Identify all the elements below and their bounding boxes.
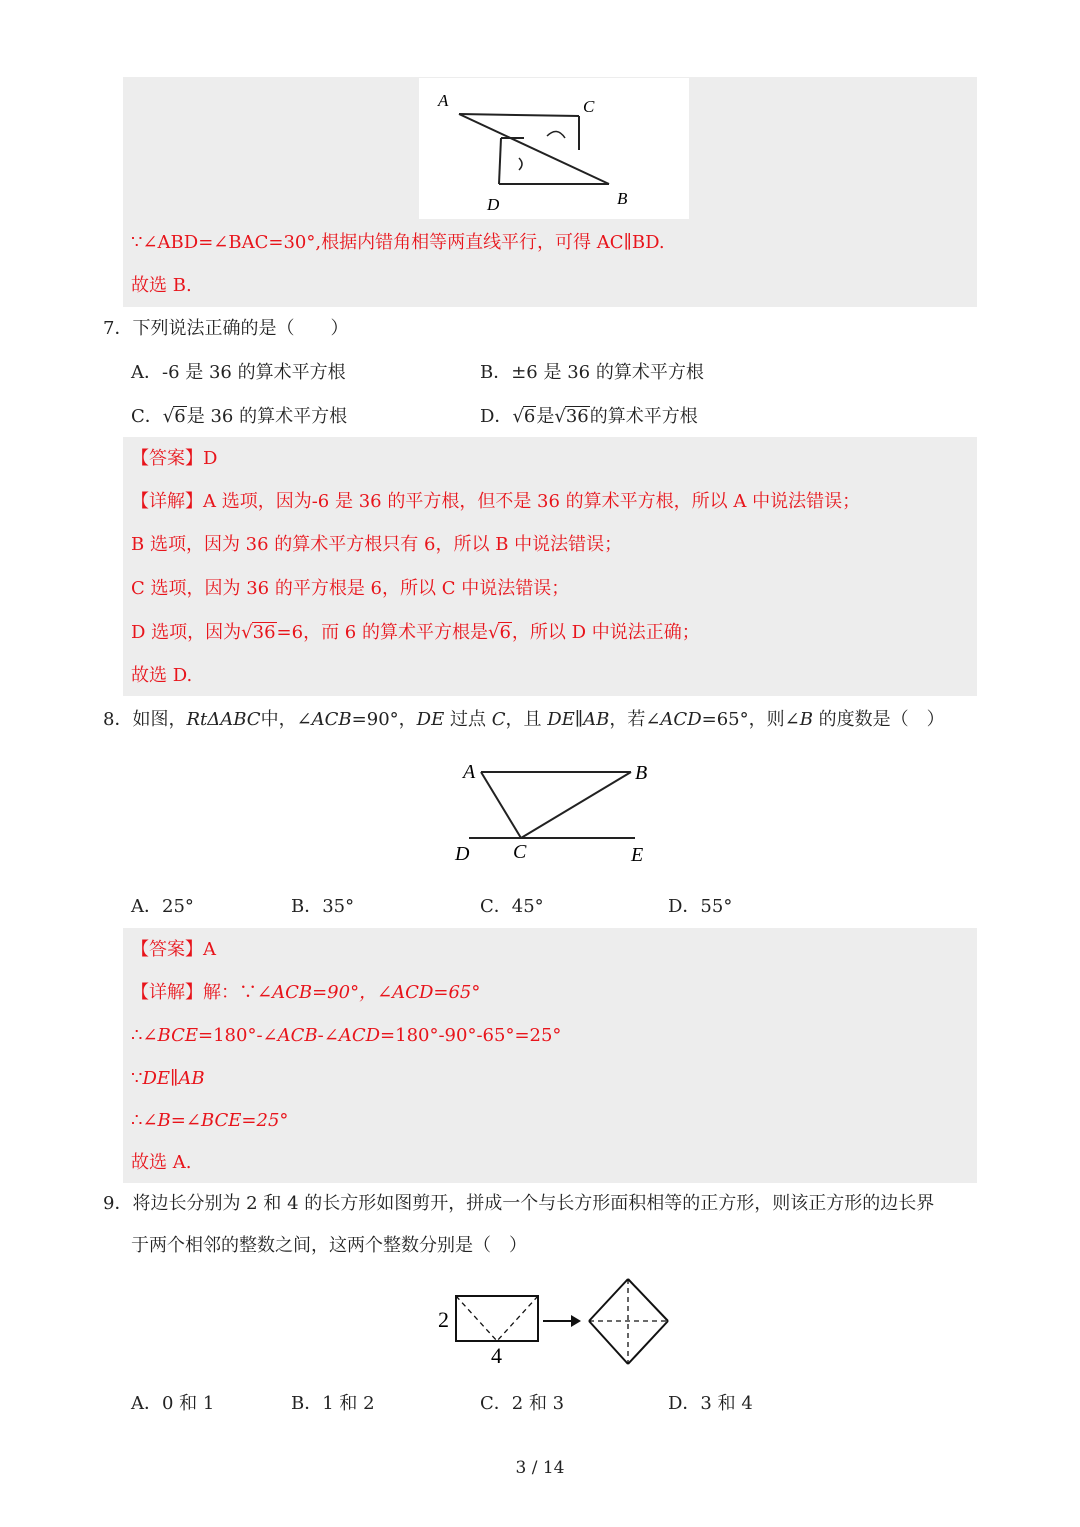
q9-fig-label-width: 2 [438,1307,449,1332]
q7-detail-1: 【详解】A 选项，因为-6 是 36 的平方根，但不是 36 的算术平方根，所以 A 中说法错误； [131,491,861,512]
q8-detail-1: 【详解】解：∵∠ACB=90°，∠ACD=65° [131,982,481,1003]
q7-detail-4: D 选项，因为√36=6，而 6 的算术平方根是√6，所以 D 中说法正确； [131,622,700,643]
q8-figure [445,752,663,870]
q9-figure [428,1275,678,1370]
prev-conclusion: 故选 B. [131,275,192,296]
q7-option-c: C．√6是 36 的算术平方根 [131,406,348,427]
q7-option-b: B．±6 是 36 的算术平方根 [480,362,704,383]
page-number: 3 / 14 [515,1458,565,1478]
q9-stem-line-2: 于两个相邻的整数之间，这两个整数分别是（ ） [131,1235,527,1256]
q8-fig-label-e: E [631,844,644,866]
prev-fig-label-d: D [487,195,500,214]
q7-option-c-radicand: 6 [174,406,186,427]
prev-fig-label-b: B [617,189,628,208]
prev-fig-label-a: A [438,91,449,110]
q8-conclusion: 故选 A. [131,1152,192,1173]
q7-stem: 7．下列说法正确的是（ ） [103,318,349,339]
q7-conclusion: 故选 D. [131,665,193,686]
q7-option-d: D．√6是√36的算术平方根 [480,406,698,427]
q7-option-a: A．-6 是 36 的算术平方根 [131,362,346,383]
q7-answer: 【答案】D [131,448,218,469]
q8-detail-3: ∵DE∥AB [131,1068,205,1089]
q7-detail-3: C 选项，因为 36 的平方根是 6，所以 C 中说法错误； [131,578,570,599]
prev-reason: ∵∠ABD=∠BAC=30°,根据内错角相等两直线平行，可得 AC∥BD. [131,232,665,253]
q8-option-c: C．45° [480,896,544,917]
q8-fig-label-c: C [513,841,527,863]
q9-option-c: C．2 和 3 [480,1393,565,1414]
q8-detail-4: ∴∠B=∠BCE=25° [131,1110,289,1131]
q8-detail-2: ∴∠BCE=180°-∠ACB-∠ACD=180°-90°-65°=25° [131,1025,562,1046]
prev-fig-label-c: C [583,97,595,116]
q7-detail-2: B 选项，因为 36 的算术平方根只有 6，所以 B 中说法错误； [131,534,623,555]
q9-stem-line-1: 9．将边长分别为 2 和 4 的长方形如图剪开，拼成一个与长方形面积相等的正方形，则该正方形的边长界 [103,1193,935,1214]
q7-solution-block [123,437,977,696]
q8-solution-block [123,928,977,1183]
q8-answer: 【答案】A [131,939,216,960]
q8-option-b: B．35° [291,896,355,917]
q9-fig-label-length: 4 [491,1343,502,1368]
q8-fig-label-b: B [635,762,648,784]
q8-fig-label-d: D [455,843,470,865]
q9-option-d: D．3 和 4 [668,1393,753,1414]
q9-option-b: B．1 和 2 [291,1393,375,1414]
q8-stem: 8．如图，RtΔABC中，∠ACB=90°，DE 过点 C，且 DE∥AB，若∠ACD=65°，则∠B 的度数是（ ） [103,709,945,730]
q8-option-a: A．25° [131,896,194,917]
prev-figure [419,78,689,219]
q9-option-a: A．0 和 1 [131,1393,215,1414]
q8-option-d: D．55° [668,896,733,917]
q8-fig-label-a: A [463,761,476,783]
